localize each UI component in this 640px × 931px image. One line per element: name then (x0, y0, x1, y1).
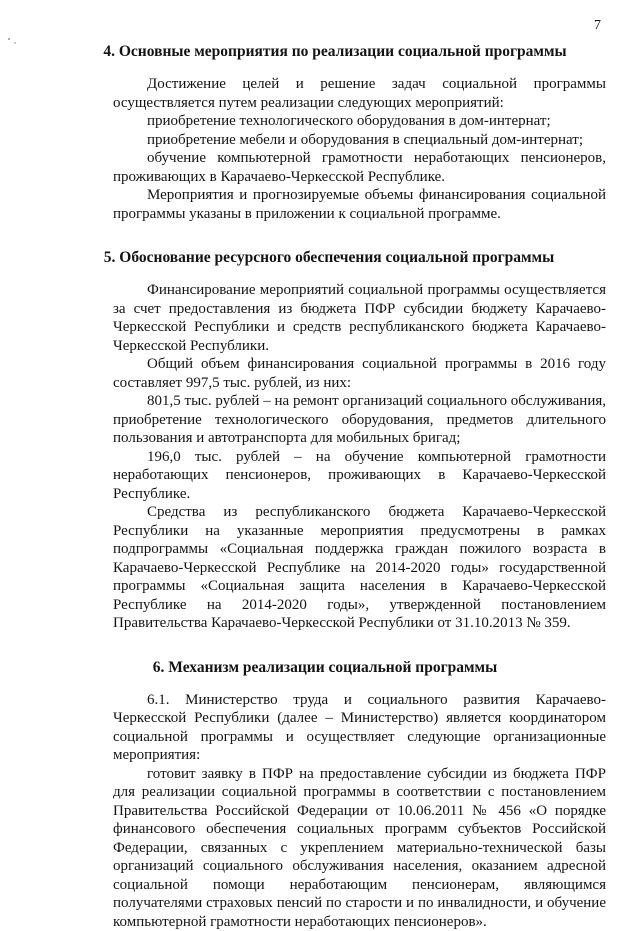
section-5 (0, 247, 640, 633)
section-4-list-item: приобретение технологического оборудования в дом-интернат; (0, 112, 640, 131)
section-4-list-item: обучение компьютерной грамотности неработающих пенсионеров, проживающих в Карачаево-Черкесской Республике. (0, 149, 640, 186)
section-5-paragraph: Финансирование мероприятий социальной программы осуществляется за счет предоставления из бюджета ПФР субсидии бюджету Карачаево-Черкесской Республики и средств республиканского бюджета Карачаево-Черкесской Республики. (0, 281, 640, 355)
section-5-paragraph: Общий объем финансирования социальной программы в 2016 году составляет 997,5 тыс. рублей, из них: (0, 355, 640, 392)
section-5-list-item: 196,0 тыс. рублей – на обучение компьютерной грамотности неработающих пенсионеров, проживающих в Карачаево-Черкесской Республике. (0, 448, 640, 504)
section-5-heading: 5. Обоснование ресурсного обеспечения социальной программы (0, 247, 640, 269)
page-number: 7 (594, 18, 601, 34)
section-6-paragraph: 6.1. Министерство труда и социального развития Карачаево-Черкесской Республики (далее – Министерство) является координатором социальной программы и осуществляет следующие организационные мероприятия: (0, 691, 640, 765)
section-4-list-item: приобретение мебели и оборудования в специальный дом-интернат; (0, 131, 640, 150)
section-4-paragraph: Мероприятия и прогнозируемые объемы финансирования социальной программы указаны в приложении к социальной программе. (0, 186, 640, 223)
document-body (0, 41, 640, 931)
section-5-list-item: 801,5 тыс. рублей – на ремонт организаций социального обслуживания, приобретение технологического оборудования, предметов длительного пользования и автотранспорта для мобильных бригад; (0, 392, 640, 448)
section-6-heading: 6. Механизм реализации социальной программы (0, 657, 640, 679)
section-4 (0, 41, 640, 223)
section-4-heading: 4. Основные мероприятия по реализации социальной программы (0, 41, 640, 63)
section-4-paragraph: Достижение целей и решение задач социальной программы осуществляется путем реализации следующих мероприятий: (0, 75, 640, 112)
section-5-paragraph: Средства из республиканского бюджета Карачаево-Черкесской Республики на указанные мероприятия предусмотрены в рамках подпрограммы «Социальная поддержка граждан пожилого возраста в Карачаево-Черкесской Республике на 2014-2020 годы» государственной программы «Социальная защита населения в Карачаево-Черкесской Республике на 2014-2020 годы», утвержденной постановлением Правительства Карачаево-Черкесской Республики от 31.10.2013 № 359. (0, 503, 640, 633)
section-6 (0, 657, 640, 931)
section-6-paragraph: готовит заявку в ПФР на предоставление субсидии из бюджета ПФР для реализации социальной программы в соответствии с постановлением Правительства Российской Федерации от 10.06.2011 № 456 «О порядке финансового обеспечения социальных программ субъектов Российской Федерации, связанных с укреплением материально-технической базы организаций социального обслуживания населения, оказанием адресной социальной помощи неработающим пенсионерам, являющимся получателями страховых пенсий по старости и по инвалидности, и обучение компьютерной грамотности неработающих пенсионеров». (0, 765, 640, 931)
